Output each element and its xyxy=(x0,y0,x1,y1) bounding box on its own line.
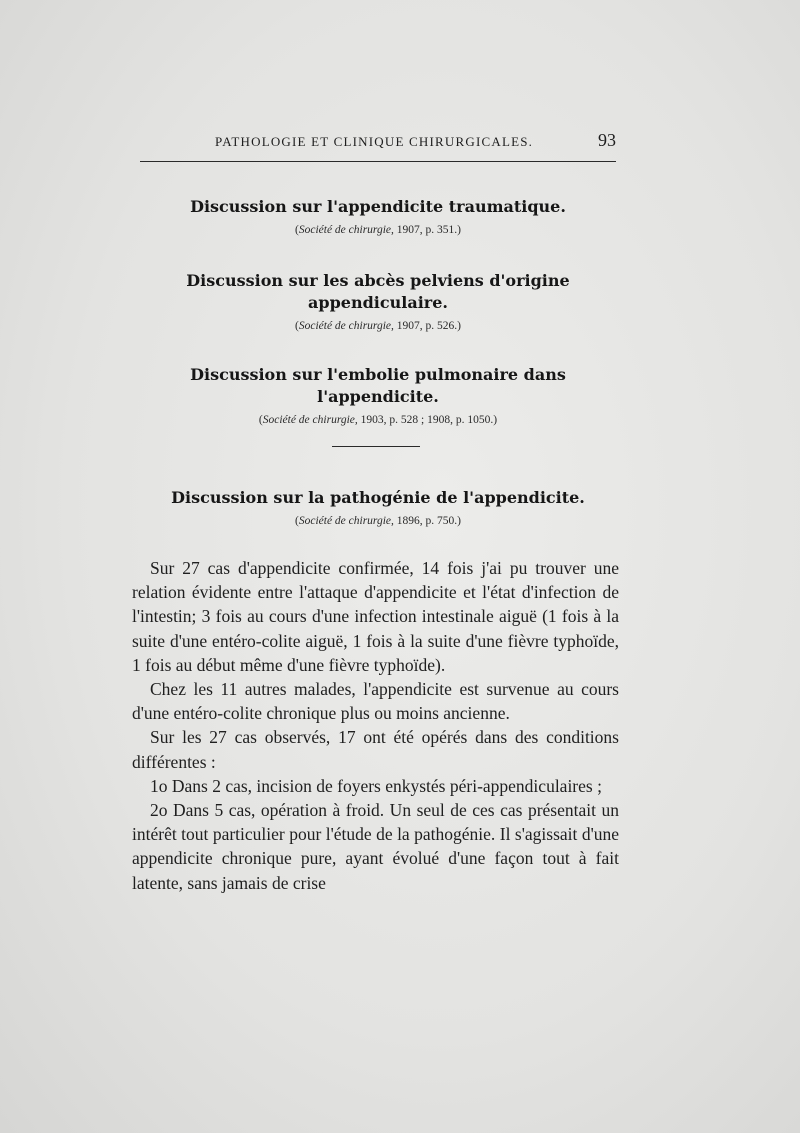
paragraph: Sur 27 cas d'appendicite confirmée, 14 fois j'ai pu trouver une relation évidente entre l'attaque d'appendicite et l'état d'infection de l'intestin; 3 fois au cours d'une infection intestinale aiguë (1 fois à la suite d'une entéro-colite aiguë, 1 fois à la suite d'une fièvre typhoïde, 1 fois au début même d'une fièvre typhoïde). xyxy=(132,558,619,675)
section-separator xyxy=(332,446,420,447)
paragraph: Chez les 11 autres malades, l'appendicite est survenue au cours d'une entéro-colite chronique plus ou moins ancienne. xyxy=(132,679,619,724)
entry-reference: (Société de chirurgie, 1896, p. 750.) xyxy=(295,515,461,527)
entry-reference: (Société de chirurgie, 1903, p. 528 ; 1908, p. 1050.) xyxy=(258,414,498,426)
entry-traumatic-appendicitis xyxy=(140,196,616,238)
entry-reference: (Société de chirurgie, 1907, p. 351.) xyxy=(295,224,461,236)
reference-society: Société de chirurgie, xyxy=(298,320,394,332)
reference-details: 1907, p. 526. xyxy=(396,320,458,332)
reference-society: Société de chirurgie, xyxy=(262,414,358,426)
reference-society: Société de chirurgie, xyxy=(298,224,394,236)
running-head xyxy=(140,128,616,158)
header-rule xyxy=(140,161,616,162)
entry-pulmonary-embolism xyxy=(165,364,591,428)
entry-pathogenesis xyxy=(130,487,626,529)
reference-details: 1907, p. 351. xyxy=(396,224,458,236)
page-number: 93 xyxy=(598,130,616,150)
entry-title: Discussion sur les abcès pelviens d'origine appendiculaire. xyxy=(186,271,570,312)
paragraph: 1o Dans 2 cas, incision de foyers enkystés péri-appendiculaires ; xyxy=(150,775,602,796)
reference-details: 1896, p. 750. xyxy=(396,515,458,527)
reference-society: Société de chirurgie, xyxy=(298,515,394,527)
entry-reference: (Société de chirurgie, 1907, p. 526.) xyxy=(295,320,461,332)
body-text xyxy=(132,556,619,895)
running-title: PATHOLOGIE ET CLINIQUE CHIRURGICALES. xyxy=(215,134,534,149)
paragraph: 2o Dans 5 cas, opération à froid. Un seul de ces cas présentait un intérêt tout particulier pour l'étude de la pathogénie. Il s'agissait d'une appendicite chronique pure, ayant évolué d'une façon tout à fait latente, sans jamais de crise xyxy=(132,800,619,893)
entry-title: Discussion sur l'appendicite traumatique. xyxy=(190,197,566,216)
entry-title: Discussion sur l'embolie pulmonaire dans l'appendicite. xyxy=(190,365,566,406)
entry-title: Discussion sur la pathogénie de l'appendicite. xyxy=(171,488,585,507)
reference-details: 1903, p. 528 ; 1908, p. 1050. xyxy=(360,414,494,426)
paragraph: Sur les 27 cas observés, 17 ont été opérés dans des conditions différentes : xyxy=(132,727,619,772)
entry-pelvic-abscess xyxy=(148,270,608,334)
